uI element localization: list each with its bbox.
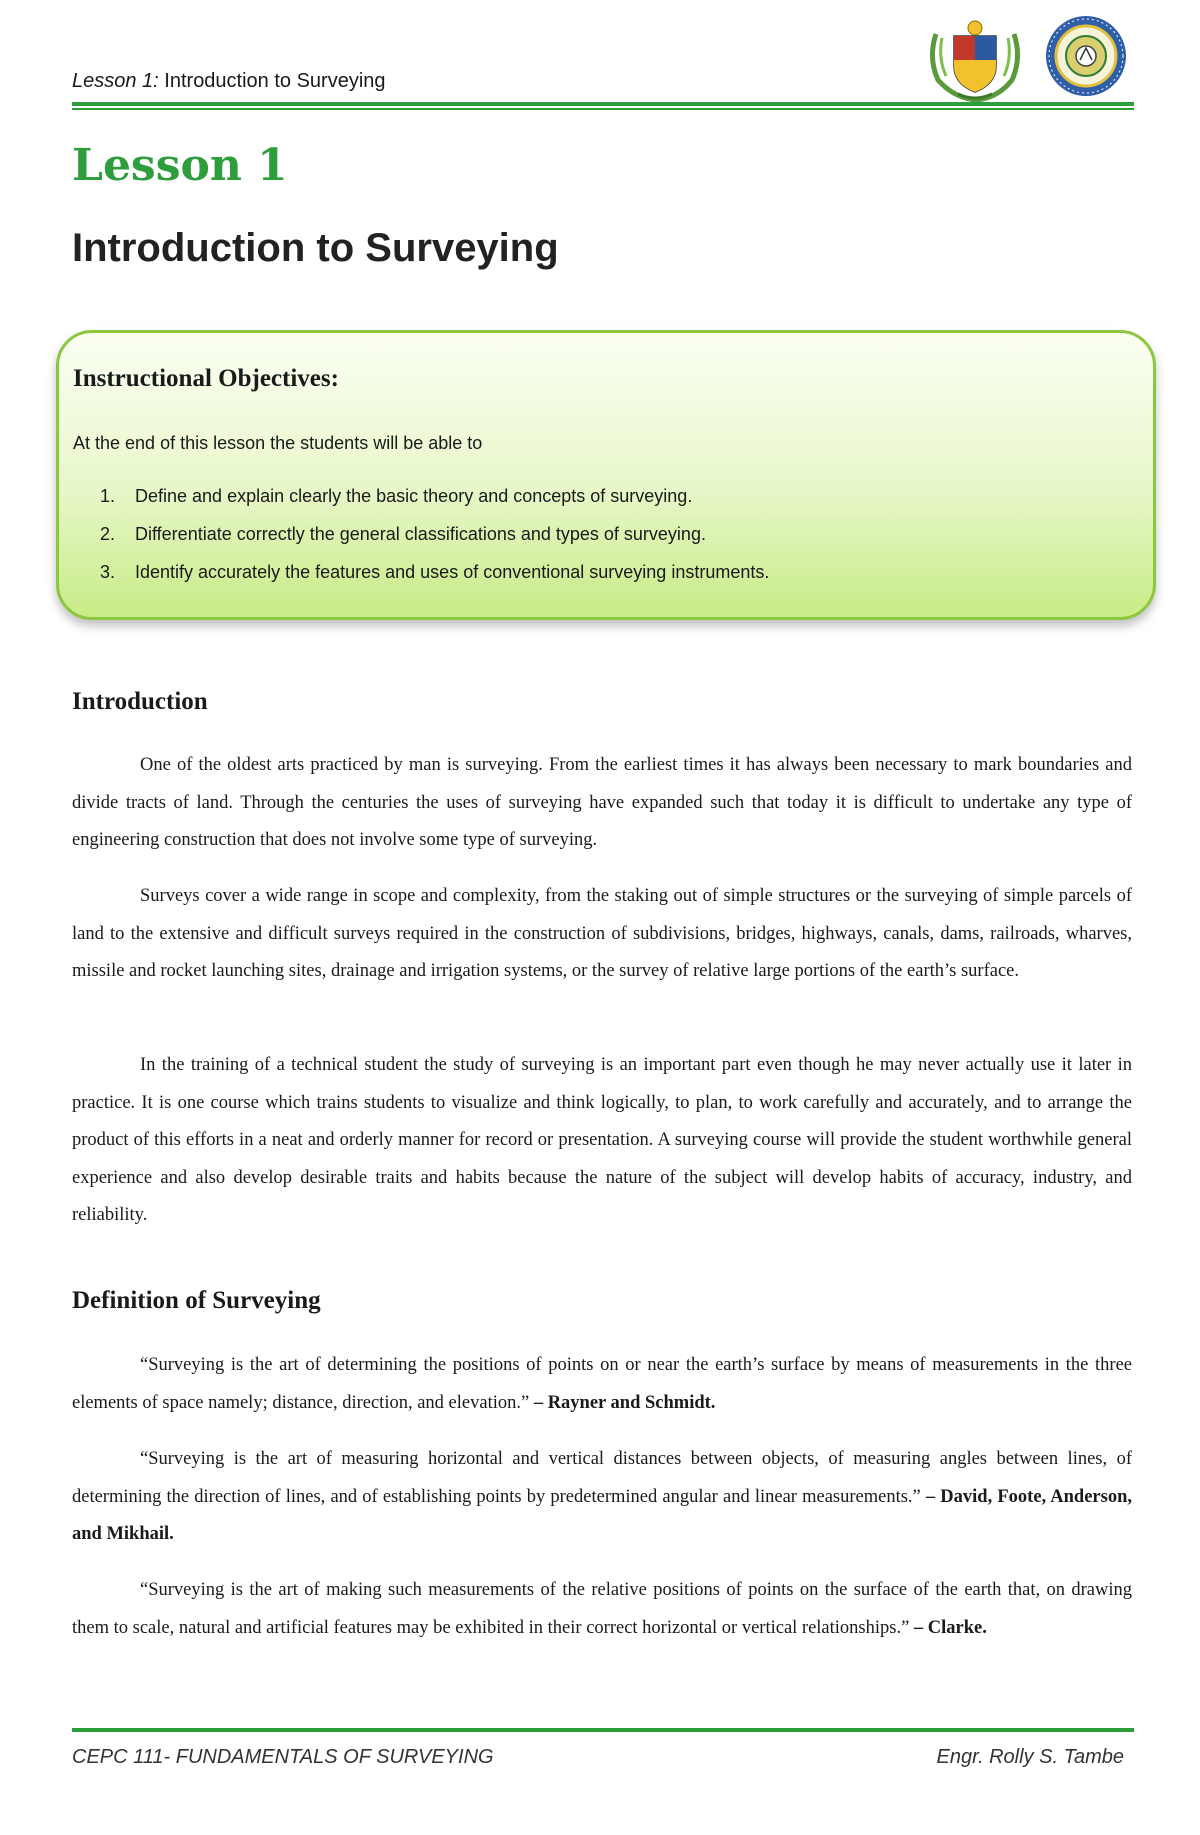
definition-heading: Definition of Surveying	[72, 1287, 321, 1314]
introduction-paragraph: Surveys cover a wide range in scope and complexity, from the staking out of simple structures or the surveying of simple parcels of land to the extensive and difficult surveys required in the construction of subdivisions, bridges, highways, canals, dams, railroads, wharves, missile and rocket launching sites, drainage and irrigation systems, or the survey of relative large portions of the earth’s surface.	[72, 886, 1132, 981]
objective-item	[73, 524, 769, 562]
header-logos	[924, 14, 1134, 102]
lesson-title: Lesson 1	[72, 140, 288, 191]
header-title	[72, 70, 386, 93]
objectives-box	[56, 330, 1156, 620]
objective-number: 3.	[99, 562, 115, 582]
objective-item	[73, 562, 769, 600]
logo-group	[924, 14, 1134, 102]
objective-text: Identify accurately the features and uses of conventional surveying instruments.	[135, 562, 770, 582]
header-rule-thin	[72, 108, 1134, 110]
page-header	[72, 14, 1134, 106]
definition-quote	[72, 1347, 1132, 1422]
footer-rule	[72, 1728, 1134, 1732]
quote-author: – Clarke.	[913, 1617, 987, 1638]
quote-text: “Surveying is the art of measuring horizontal and vertical distances between objects, of measuring angles between lines, of determining the direction of lines, and of establishing points by predetermined angular and linear measurements.”	[72, 1449, 1132, 1507]
header-rule	[72, 102, 1134, 106]
quote-text: “Surveying is the art of making such measurements of the relative positions of points on the surface of the earth that, on drawing them to scale, natural and artificial features may be exhibited in their correct horizontal or vertical relationships.”	[72, 1580, 1132, 1638]
header-topic: Introduction to Surveying	[158, 70, 386, 92]
objective-text: Differentiate correctly the general classifications and types of surveying.	[135, 524, 706, 544]
objectives-list	[73, 486, 769, 600]
quote-author: – Rayner and Schmidt.	[533, 1392, 716, 1413]
objectives-heading: Instructional Objectives:	[73, 365, 339, 392]
lesson-subtitle: Introduction to Surveying	[72, 226, 559, 270]
introduction-paragraph: One of the oldest arts practiced by man is surveying. From the earliest times it has always been necessary to mark boundaries and divide tracts of land. Through the centuries the uses of surveying have expanded such that today it is difficult to undertake any type of engineering construction that does not involve some type of surveying.	[72, 755, 1132, 850]
quote-text: “Surveying is the art of determining the positions of points on or near the earth’s surface by means of measurements in the three elements of space namely; distance, direction, and elevation.”	[72, 1355, 1132, 1413]
header-lesson-label: Lesson 1:	[72, 70, 159, 92]
footer-course: CEPC 111- FUNDAMENTALS OF SURVEYING	[72, 1746, 494, 1768]
quote-author: – David, Foote, Anderson, and Mikhail.	[72, 1486, 1132, 1544]
definition-quote	[72, 1441, 1132, 1554]
objective-item	[73, 486, 769, 524]
objective-number: 1.	[99, 486, 115, 506]
college-of-engineering-seal-logo	[1046, 16, 1126, 96]
definition-quote	[72, 1572, 1132, 1647]
university-seal-logo	[932, 21, 1017, 100]
footer-author: Engr. Rolly S. Tambe	[936, 1746, 1124, 1768]
introduction-heading: Introduction	[72, 688, 208, 715]
objective-number: 2.	[99, 524, 115, 544]
introduction-paragraph: In the training of a technical student the study of surveying is an important part even though he may never actually use it later in practice. It is one course which trains students to visualize and think logically, to plan, to work carefully and accurately, and to arrange the product of this efforts in a neat and orderly manner for record or presentation. A surveying course will provide the student worthwhile general experience and also develop desirable traits and habits because the nature of the subject will develop habits of accuracy, industry, and reliability.	[72, 1055, 1132, 1225]
objectives-intro: At the end of this lesson the students will be able to	[73, 433, 483, 453]
objective-text: Define and explain clearly the basic theory and concepts of surveying.	[135, 486, 693, 506]
